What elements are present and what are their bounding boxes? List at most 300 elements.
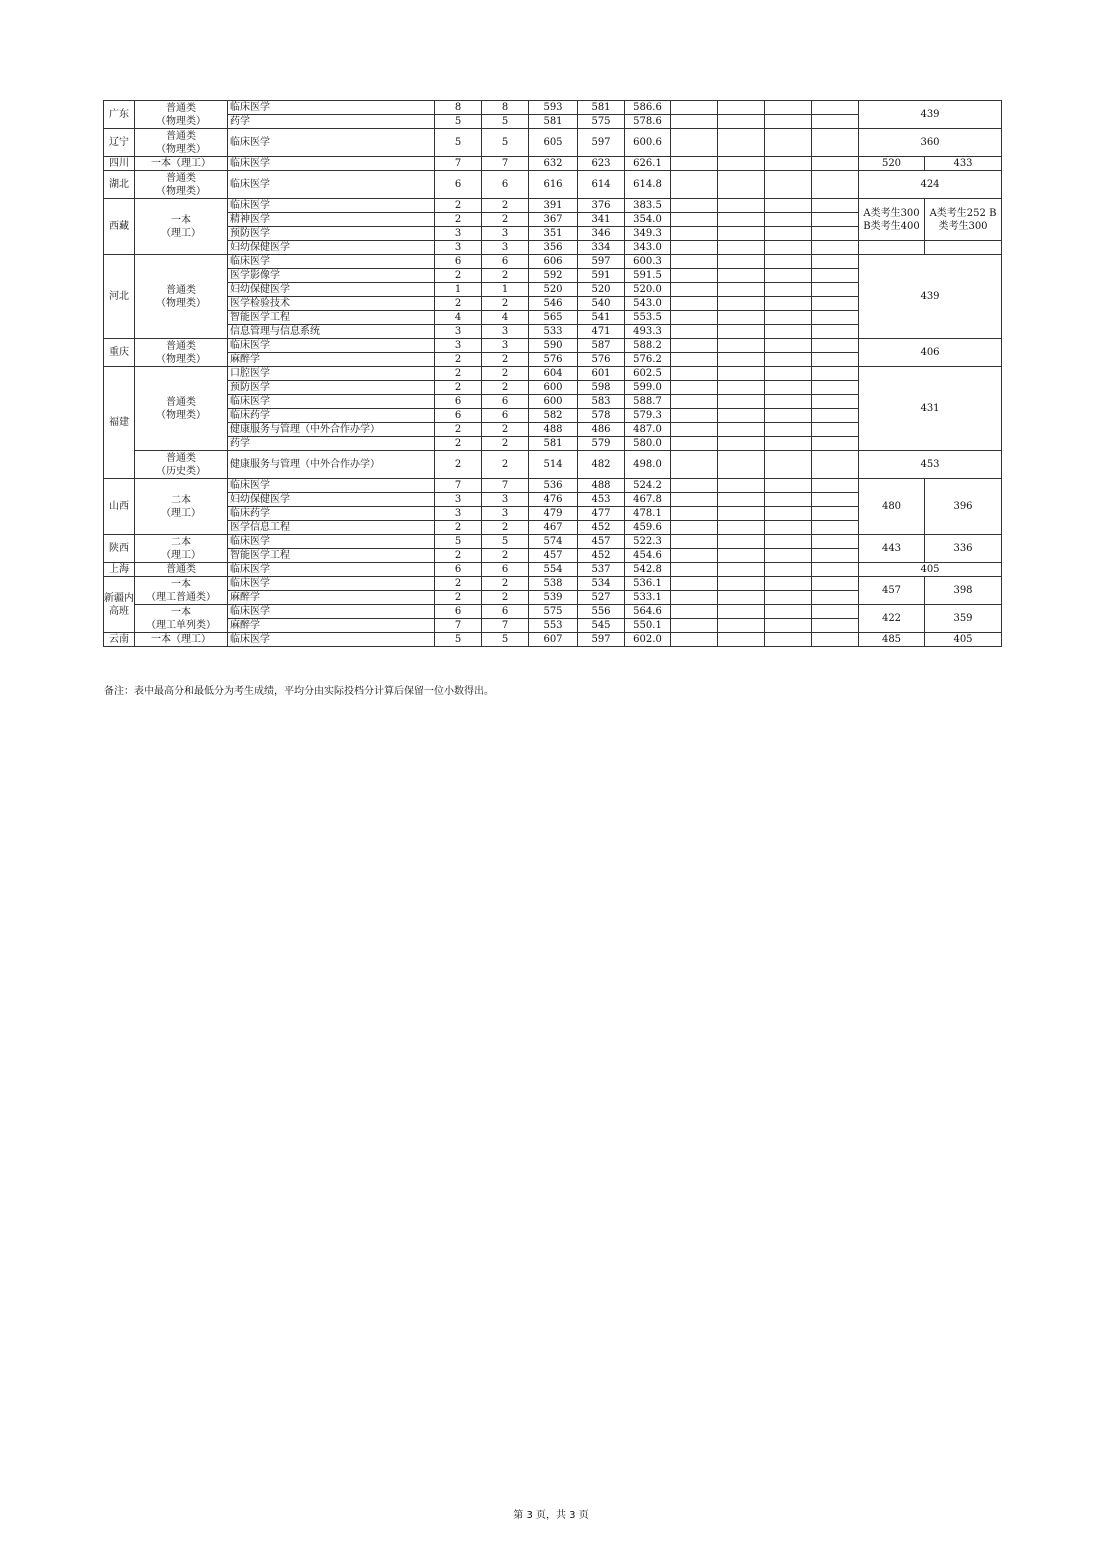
major-cell: 临床医学 <box>228 129 435 157</box>
province-cell: 新疆内高班 <box>104 577 135 633</box>
empty-cell <box>812 129 859 157</box>
max-score-cell: 488 <box>529 423 578 437</box>
empty-cell <box>718 563 765 577</box>
empty-cell <box>671 199 718 213</box>
avg-score-cell: 498.0 <box>625 451 671 479</box>
plan-count-cell: 3 <box>435 227 482 241</box>
major-cell: 临床医学 <box>228 633 435 647</box>
control-line-cell: 439 <box>859 101 1002 129</box>
avg-score-cell: 354.0 <box>625 213 671 227</box>
avg-score-cell: 522.3 <box>625 535 671 549</box>
empty-cell <box>765 493 812 507</box>
admit-count-cell: 7 <box>482 479 529 493</box>
empty-cell <box>765 101 812 115</box>
empty-cell <box>765 297 812 311</box>
admit-count-cell: 7 <box>482 157 529 171</box>
min-score-cell: 540 <box>578 297 625 311</box>
empty-cell <box>671 479 718 493</box>
empty-cell <box>765 325 812 339</box>
min-score-cell: 486 <box>578 423 625 437</box>
empty-cell <box>765 311 812 325</box>
plan-count-cell: 7 <box>435 619 482 633</box>
empty-cell <box>765 507 812 521</box>
empty-cell <box>718 227 765 241</box>
major-cell: 口腔医学 <box>228 367 435 381</box>
admission-score-table <box>103 100 1002 647</box>
empty-cell <box>718 577 765 591</box>
empty-cell <box>718 423 765 437</box>
min-score-cell: 452 <box>578 521 625 535</box>
empty-cell <box>718 297 765 311</box>
major-cell: 医学信息工程 <box>228 521 435 535</box>
province-cell: 四川 <box>104 157 135 171</box>
empty-cell <box>671 591 718 605</box>
avg-score-cell: 600.6 <box>625 129 671 157</box>
avg-score-cell: 602.5 <box>625 367 671 381</box>
max-score-cell: 479 <box>529 507 578 521</box>
category-cell: 一本 （理工普通类） <box>135 577 228 605</box>
plan-count-cell: 7 <box>435 479 482 493</box>
min-score-cell: 601 <box>578 367 625 381</box>
table-footnote: 备注：表中最高分和最低分为考生成绩，平均分由实际投档分计算后保留一位小数得出。 <box>104 686 494 697</box>
empty-cell <box>718 437 765 451</box>
plan-count-cell: 6 <box>435 409 482 423</box>
min-score-cell: 457 <box>578 535 625 549</box>
table-row <box>104 101 1002 115</box>
avg-score-cell: 578.6 <box>625 115 671 129</box>
admit-count-cell: 6 <box>482 563 529 577</box>
empty-cell <box>671 381 718 395</box>
major-cell: 智能医学工程 <box>228 549 435 563</box>
major-cell: 临床医学 <box>228 563 435 577</box>
empty-cell <box>671 451 718 479</box>
avg-score-cell: 588.2 <box>625 339 671 353</box>
empty-cell <box>812 367 859 381</box>
empty-cell <box>765 339 812 353</box>
empty-cell <box>812 339 859 353</box>
category-cell: 普通类 （物理类） <box>135 101 228 129</box>
avg-score-cell: 493.3 <box>625 325 671 339</box>
province-cell: 山西 <box>104 479 135 535</box>
plan-count-cell: 2 <box>435 423 482 437</box>
avg-score-cell: 600.3 <box>625 255 671 269</box>
empty-cell <box>718 157 765 171</box>
empty-cell <box>765 549 812 563</box>
admit-count-cell: 2 <box>482 381 529 395</box>
plan-count-cell: 2 <box>435 521 482 535</box>
category-cell: 普通类 （物理类） <box>135 255 228 339</box>
empty-cell <box>812 451 859 479</box>
empty-cell <box>812 507 859 521</box>
admit-count-cell: 2 <box>482 549 529 563</box>
min-score-cell: 376 <box>578 199 625 213</box>
avg-score-cell: 383.5 <box>625 199 671 213</box>
min-score-cell: 346 <box>578 227 625 241</box>
empty-cell <box>718 213 765 227</box>
admit-count-cell: 5 <box>482 115 529 129</box>
province-cell: 西藏 <box>104 199 135 255</box>
category-cell: 一本（理工） <box>135 633 228 647</box>
empty-cell <box>765 395 812 409</box>
admit-count-cell: 2 <box>482 353 529 367</box>
min-score-cell: 576 <box>578 353 625 367</box>
major-cell: 临床医学 <box>228 577 435 591</box>
empty-cell <box>859 241 925 255</box>
empty-cell <box>812 521 859 535</box>
major-cell: 健康服务与管理（中外合作办学） <box>228 451 435 479</box>
empty-cell <box>765 535 812 549</box>
empty-cell <box>765 633 812 647</box>
plan-count-cell: 6 <box>435 395 482 409</box>
admit-count-cell: 4 <box>482 311 529 325</box>
empty-cell <box>812 241 859 255</box>
control-line-cell: 453 <box>859 451 1002 479</box>
empty-cell <box>765 227 812 241</box>
admit-count-cell: 6 <box>482 605 529 619</box>
empty-cell <box>671 535 718 549</box>
table-row <box>104 339 1002 353</box>
min-score-cell: 488 <box>578 479 625 493</box>
avg-score-cell: 343.0 <box>625 241 671 255</box>
avg-score-cell: 553.5 <box>625 311 671 325</box>
major-cell: 临床医学 <box>228 199 435 213</box>
empty-cell <box>765 171 812 199</box>
control-line-cell: 433 <box>925 157 1002 171</box>
major-cell: 临床医学 <box>228 535 435 549</box>
empty-cell <box>718 507 765 521</box>
empty-cell <box>765 577 812 591</box>
avg-score-cell: 576.2 <box>625 353 671 367</box>
empty-cell <box>812 115 859 129</box>
table-row <box>104 479 1002 493</box>
max-score-cell: 574 <box>529 535 578 549</box>
control-line-cell: 424 <box>859 171 1002 199</box>
major-cell: 临床药学 <box>228 507 435 521</box>
empty-cell <box>765 199 812 213</box>
empty-cell <box>671 241 718 255</box>
empty-cell <box>718 619 765 633</box>
empty-cell <box>812 619 859 633</box>
min-score-cell: 579 <box>578 437 625 451</box>
avg-score-cell: 602.0 <box>625 633 671 647</box>
max-score-cell: 546 <box>529 297 578 311</box>
plan-count-cell: 2 <box>435 437 482 451</box>
empty-cell <box>718 325 765 339</box>
max-score-cell: 476 <box>529 493 578 507</box>
admit-count-cell: 2 <box>482 423 529 437</box>
empty-cell <box>718 549 765 563</box>
plan-count-cell: 6 <box>435 563 482 577</box>
min-score-cell: 591 <box>578 269 625 283</box>
empty-cell <box>765 353 812 367</box>
admit-count-cell: 3 <box>482 227 529 241</box>
empty-cell <box>812 535 859 549</box>
avg-score-cell: 626.1 <box>625 157 671 171</box>
plan-count-cell: 3 <box>435 325 482 339</box>
max-score-cell: 632 <box>529 157 578 171</box>
admit-count-cell: 8 <box>482 101 529 115</box>
max-score-cell: 582 <box>529 409 578 423</box>
avg-score-cell: 579.3 <box>625 409 671 423</box>
plan-count-cell: 2 <box>435 269 482 283</box>
avg-score-cell: 614.8 <box>625 171 671 199</box>
empty-cell <box>671 129 718 157</box>
empty-cell <box>718 199 765 213</box>
empty-cell <box>812 633 859 647</box>
province-cell: 广东 <box>104 101 135 129</box>
province-cell: 云南 <box>104 633 135 647</box>
empty-cell <box>671 605 718 619</box>
table-row <box>104 563 1002 577</box>
table-row <box>104 367 1002 381</box>
empty-cell <box>812 577 859 591</box>
empty-cell <box>718 493 765 507</box>
major-cell: 预防医学 <box>228 381 435 395</box>
table-row <box>104 255 1002 269</box>
table-row <box>104 605 1002 619</box>
min-score-cell: 597 <box>578 255 625 269</box>
empty-cell <box>925 241 1002 255</box>
empty-cell <box>812 157 859 171</box>
empty-cell <box>671 353 718 367</box>
min-score-cell: 597 <box>578 129 625 157</box>
control-line-cell: 360 <box>859 129 1002 157</box>
control-line-cell: 480 <box>859 479 925 535</box>
empty-cell <box>671 493 718 507</box>
empty-cell <box>718 241 765 255</box>
avg-score-cell: 591.5 <box>625 269 671 283</box>
avg-score-cell: 550.1 <box>625 619 671 633</box>
min-score-cell: 623 <box>578 157 625 171</box>
plan-count-cell: 1 <box>435 283 482 297</box>
empty-cell <box>812 437 859 451</box>
plan-count-cell: 3 <box>435 507 482 521</box>
max-score-cell: 616 <box>529 171 578 199</box>
major-cell: 妇幼保健医学 <box>228 283 435 297</box>
empty-cell <box>671 325 718 339</box>
avg-score-cell: 520.0 <box>625 283 671 297</box>
empty-cell <box>765 437 812 451</box>
empty-cell <box>718 255 765 269</box>
empty-cell <box>718 269 765 283</box>
avg-score-cell: 543.0 <box>625 297 671 311</box>
admit-count-cell: 3 <box>482 493 529 507</box>
province-cell: 陕西 <box>104 535 135 563</box>
table-row <box>104 199 1002 213</box>
empty-cell <box>671 101 718 115</box>
plan-count-cell: 2 <box>435 367 482 381</box>
avg-score-cell: 599.0 <box>625 381 671 395</box>
empty-cell <box>765 129 812 157</box>
control-line-cell: 406 <box>859 339 1002 367</box>
empty-cell <box>812 549 859 563</box>
max-score-cell: 520 <box>529 283 578 297</box>
max-score-cell: 581 <box>529 115 578 129</box>
empty-cell <box>718 381 765 395</box>
empty-cell <box>718 367 765 381</box>
avg-score-cell: 536.1 <box>625 577 671 591</box>
admit-count-cell: 7 <box>482 619 529 633</box>
empty-cell <box>671 409 718 423</box>
table-row <box>104 577 1002 591</box>
empty-cell <box>812 423 859 437</box>
admit-count-cell: 6 <box>482 395 529 409</box>
admit-count-cell: 5 <box>482 129 529 157</box>
empty-cell <box>812 409 859 423</box>
major-cell: 临床医学 <box>228 171 435 199</box>
avg-score-cell: 478.1 <box>625 507 671 521</box>
major-cell: 临床医学 <box>228 157 435 171</box>
empty-cell <box>812 325 859 339</box>
avg-score-cell: 588.7 <box>625 395 671 409</box>
empty-cell <box>671 367 718 381</box>
category-cell: 普通类 （物理类） <box>135 129 228 157</box>
max-score-cell: 533 <box>529 325 578 339</box>
table-row <box>104 451 1002 479</box>
empty-cell <box>765 213 812 227</box>
admit-count-cell: 2 <box>482 451 529 479</box>
control-line-cell: 398 <box>925 577 1002 605</box>
empty-cell <box>765 423 812 437</box>
min-score-cell: 452 <box>578 549 625 563</box>
category-cell: 普通类 <box>135 563 228 577</box>
empty-cell <box>671 213 718 227</box>
empty-cell <box>718 311 765 325</box>
major-cell: 精神医学 <box>228 213 435 227</box>
plan-count-cell: 2 <box>435 591 482 605</box>
control-line-cell: 396 <box>925 479 1002 535</box>
max-score-cell: 514 <box>529 451 578 479</box>
admit-count-cell: 6 <box>482 255 529 269</box>
control-line-cell: 422 <box>859 605 925 633</box>
category-cell: 普通类 （历史类） <box>135 451 228 479</box>
plan-count-cell: 2 <box>435 199 482 213</box>
min-score-cell: 581 <box>578 101 625 115</box>
admit-count-cell: 2 <box>482 269 529 283</box>
plan-count-cell: 6 <box>435 255 482 269</box>
empty-cell <box>765 521 812 535</box>
min-score-cell: 578 <box>578 409 625 423</box>
empty-cell <box>765 479 812 493</box>
province-cell: 河北 <box>104 255 135 339</box>
plan-count-cell: 3 <box>435 339 482 353</box>
category-cell: 一本 （理工单列类） <box>135 605 228 633</box>
major-cell: 健康服务与管理（中外合作办学） <box>228 423 435 437</box>
empty-cell <box>718 283 765 297</box>
empty-cell <box>718 171 765 199</box>
empty-cell <box>765 283 812 297</box>
avg-score-cell: 467.8 <box>625 493 671 507</box>
min-score-cell: 587 <box>578 339 625 353</box>
empty-cell <box>718 535 765 549</box>
min-score-cell: 545 <box>578 619 625 633</box>
plan-count-cell: 5 <box>435 535 482 549</box>
page-number: 第 3 页，共 3 页 <box>513 1510 589 1521</box>
province-cell: 重庆 <box>104 339 135 367</box>
category-cell: 二本 （理工） <box>135 535 228 563</box>
min-score-cell: 341 <box>578 213 625 227</box>
max-score-cell: 590 <box>529 339 578 353</box>
admit-count-cell: 3 <box>482 507 529 521</box>
control-line-cell: 443 <box>859 535 925 563</box>
admit-count-cell: 6 <box>482 171 529 199</box>
avg-score-cell: 524.2 <box>625 479 671 493</box>
empty-cell <box>718 633 765 647</box>
plan-count-cell: 5 <box>435 115 482 129</box>
min-score-cell: 334 <box>578 241 625 255</box>
empty-cell <box>718 451 765 479</box>
empty-cell <box>671 563 718 577</box>
max-score-cell: 367 <box>529 213 578 227</box>
min-score-cell: 453 <box>578 493 625 507</box>
empty-cell <box>718 605 765 619</box>
min-score-cell: 482 <box>578 451 625 479</box>
control-line-cell: 405 <box>859 563 1002 577</box>
empty-cell <box>765 591 812 605</box>
min-score-cell: 575 <box>578 115 625 129</box>
empty-cell <box>671 269 718 283</box>
empty-cell <box>671 297 718 311</box>
empty-cell <box>671 423 718 437</box>
empty-cell <box>765 157 812 171</box>
max-score-cell: 467 <box>529 521 578 535</box>
empty-cell <box>812 199 859 213</box>
category-cell: 普通类 （物理类） <box>135 339 228 367</box>
plan-count-cell: 2 <box>435 353 482 367</box>
plan-count-cell: 7 <box>435 157 482 171</box>
category-cell: 一本 （理工） <box>135 199 228 255</box>
plan-count-cell: 6 <box>435 605 482 619</box>
admit-count-cell: 5 <box>482 633 529 647</box>
empty-cell <box>765 563 812 577</box>
empty-cell <box>671 171 718 199</box>
empty-cell <box>671 227 718 241</box>
empty-cell <box>812 395 859 409</box>
max-score-cell: 593 <box>529 101 578 115</box>
empty-cell <box>718 395 765 409</box>
avg-score-cell: 533.1 <box>625 591 671 605</box>
category-cell: 普通类 （物理类） <box>135 171 228 199</box>
empty-cell <box>812 213 859 227</box>
major-cell: 信息管理与信息系统 <box>228 325 435 339</box>
major-cell: 临床医学 <box>228 339 435 353</box>
empty-cell <box>671 577 718 591</box>
min-score-cell: 527 <box>578 591 625 605</box>
min-score-cell: 556 <box>578 605 625 619</box>
empty-cell <box>812 283 859 297</box>
admit-count-cell: 2 <box>482 521 529 535</box>
avg-score-cell: 580.0 <box>625 437 671 451</box>
major-cell: 临床医学 <box>228 605 435 619</box>
max-score-cell: 605 <box>529 129 578 157</box>
empty-cell <box>671 339 718 353</box>
empty-cell <box>718 339 765 353</box>
max-score-cell: 600 <box>529 381 578 395</box>
major-cell: 药学 <box>228 115 435 129</box>
empty-cell <box>765 619 812 633</box>
min-score-cell: 597 <box>578 633 625 647</box>
empty-cell <box>812 563 859 577</box>
control-line-cell: 485 <box>859 633 925 647</box>
table-row <box>104 171 1002 199</box>
empty-cell <box>765 115 812 129</box>
empty-cell <box>812 591 859 605</box>
province-cell: 上海 <box>104 563 135 577</box>
empty-cell <box>812 101 859 115</box>
major-cell: 麻醉学 <box>228 353 435 367</box>
admit-count-cell: 5 <box>482 535 529 549</box>
plan-count-cell: 5 <box>435 129 482 157</box>
